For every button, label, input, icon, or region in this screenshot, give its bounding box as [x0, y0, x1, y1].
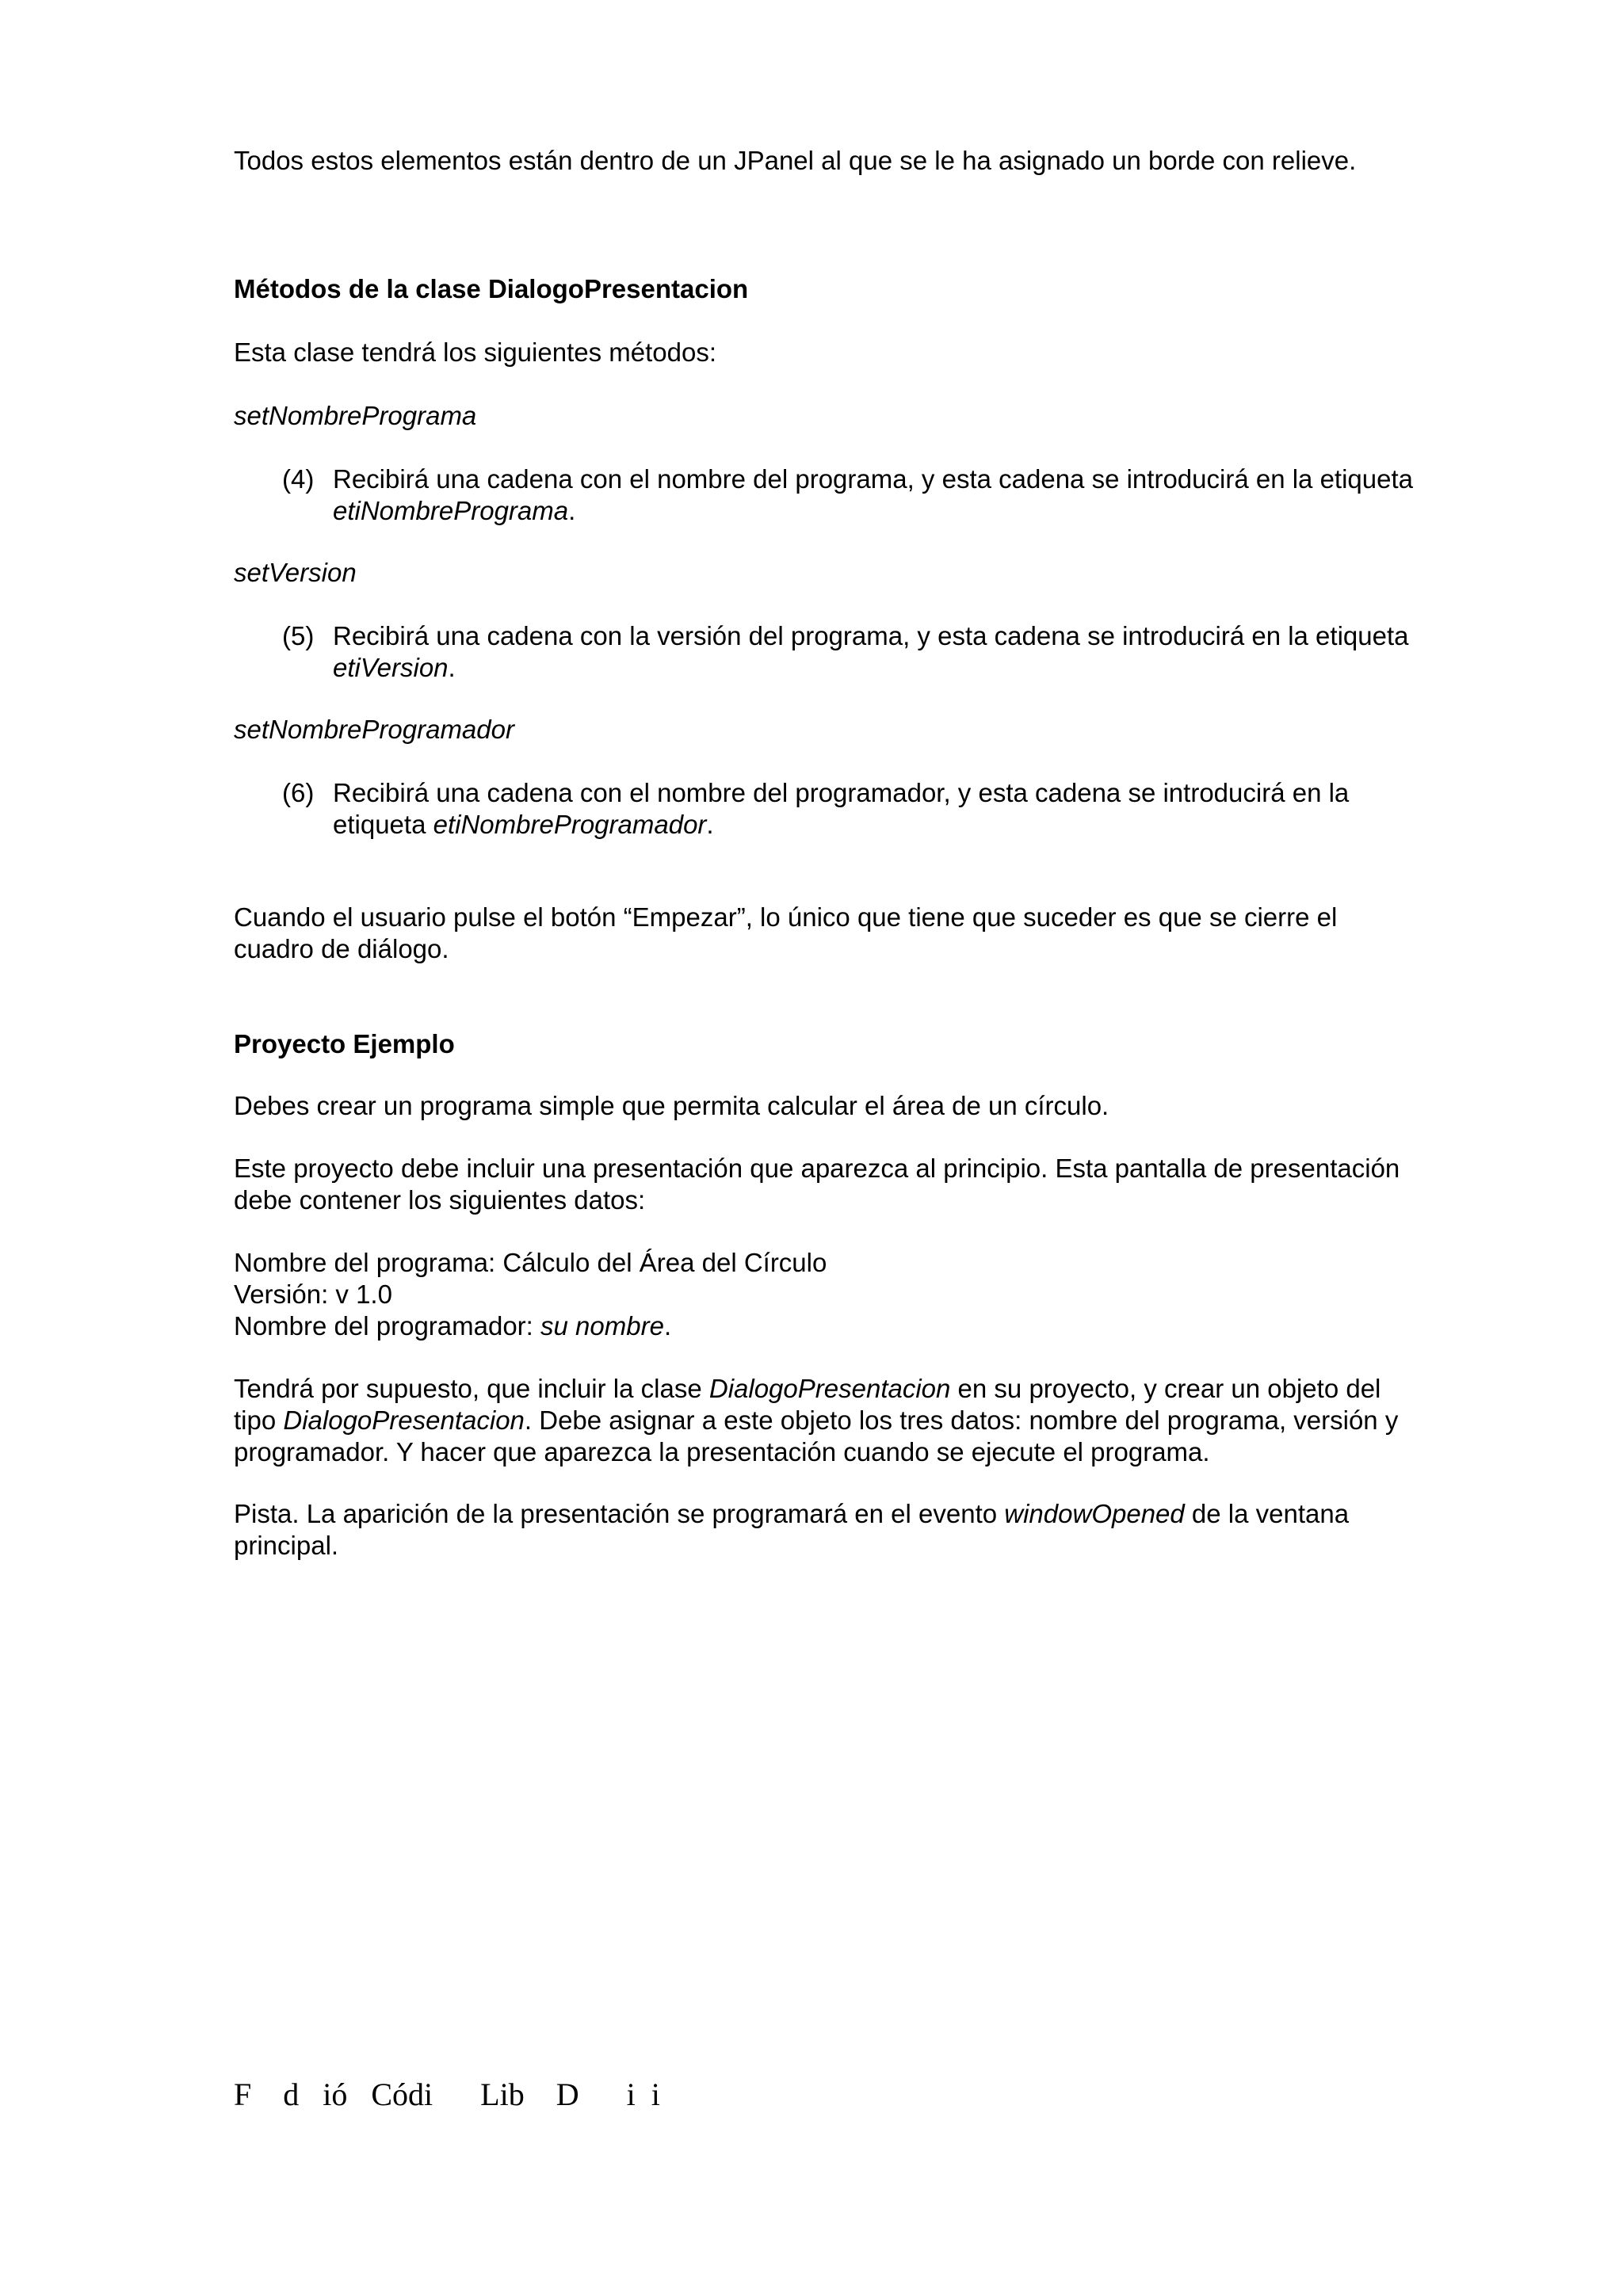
- method-description-item: [282, 620, 1423, 684]
- programmer-value: su nombre: [540, 1311, 664, 1341]
- item-number: (6): [282, 778, 315, 807]
- label-name: etiNombrePrograma: [333, 496, 569, 525]
- label-name: etiVersion: [333, 653, 449, 682]
- project-paragraph-2: Este proyecto debe incluir una presentación que aparezca al principio. Esta pantalla de presentación debe contener los siguientes datos:: [234, 1154, 1400, 1215]
- item-text-end: .: [706, 810, 714, 839]
- method-name-setNombrePrograma: setNombrePrograma: [234, 401, 477, 430]
- programmer-prefix: Nombre del programador:: [234, 1311, 541, 1341]
- p4-class-name-2: DialogoPresentacion: [283, 1405, 525, 1435]
- methods-lead: Esta clase tendrá los siguientes métodos:: [234, 338, 717, 367]
- page-footer: F d ió Códi Lib D i i: [234, 2077, 660, 2112]
- p4-class-name-1: DialogoPresentacion: [708, 1374, 951, 1403]
- program-name-line: Nombre del programa: Cálculo del Área del Círculo: [234, 1248, 827, 1277]
- methods-heading: Métodos de la clase DialogoPresentacion: [234, 274, 749, 303]
- programmer-suffix: .: [663, 1311, 672, 1341]
- project-heading: Proyecto Ejemplo: [234, 1029, 455, 1058]
- item-number: (5): [282, 621, 315, 650]
- item-text-main: Recibirá una cadena con la versión del programa, y esta cadena se introducirá en la etiqueta: [333, 621, 1409, 650]
- programmer-line: [234, 1310, 1415, 1342]
- version-line: Versión: v 1.0: [234, 1280, 392, 1309]
- intro-paragraph: Todos estos elementos están dentro de un JPanel al que se le ha asignado un borde con relieve.: [234, 146, 1357, 175]
- item-text-end: .: [568, 496, 576, 525]
- project-paragraph-4: [234, 1373, 1415, 1468]
- methods-closing-paragraph: Cuando el usuario pulse el botón “Empezar”, lo único que tiene que suceder es que se cierre el cuadro de diálogo.: [234, 902, 1338, 963]
- item-text-end: .: [448, 653, 456, 682]
- p5-text-1: Pista. La aparición de la presentación se programará en el evento: [234, 1499, 1005, 1528]
- method-description-item: [282, 463, 1423, 527]
- item-number: (4): [282, 464, 315, 494]
- method-name-setNombreProgramador: setNombreProgramador: [234, 715, 514, 744]
- project-paragraph-5: [234, 1498, 1415, 1562]
- p4-text-2: en su proyecto, y crear un objeto del tipo: [234, 1374, 1381, 1435]
- item-text-main: Recibirá una cadena con el nombre del programa, y esta cadena se introducirá en la etiqueta: [333, 464, 1414, 494]
- item-text: [333, 463, 1423, 527]
- p4-text-3: . Debe asignar a este objeto los tres datos: nombre del programa, versión y programador. Y hacer que aparezca la presentación cuando se ejecute el programa.: [234, 1405, 1399, 1466]
- project-paragraph-1: Debes crear un programa simple que permita calcular el área de un círculo.: [234, 1091, 1109, 1120]
- p5-event-name: windowOpened: [1004, 1499, 1185, 1528]
- p5-text-2: de la ventana principal.: [234, 1499, 1350, 1560]
- method-description-item: [282, 777, 1423, 841]
- item-text-main: Recibirá una cadena con el nombre del programador, y esta cadena se introducirá en la etiqueta: [333, 778, 1350, 839]
- p4-text-1: Tendrá por supuesto, que incluir la clase: [234, 1374, 709, 1403]
- method-name-setVersion: setVersion: [234, 558, 357, 587]
- item-text: [333, 777, 1423, 841]
- label-name: etiNombreProgramador: [433, 810, 707, 839]
- presentation-data-lines: [234, 1247, 1415, 1342]
- item-text: [333, 620, 1423, 684]
